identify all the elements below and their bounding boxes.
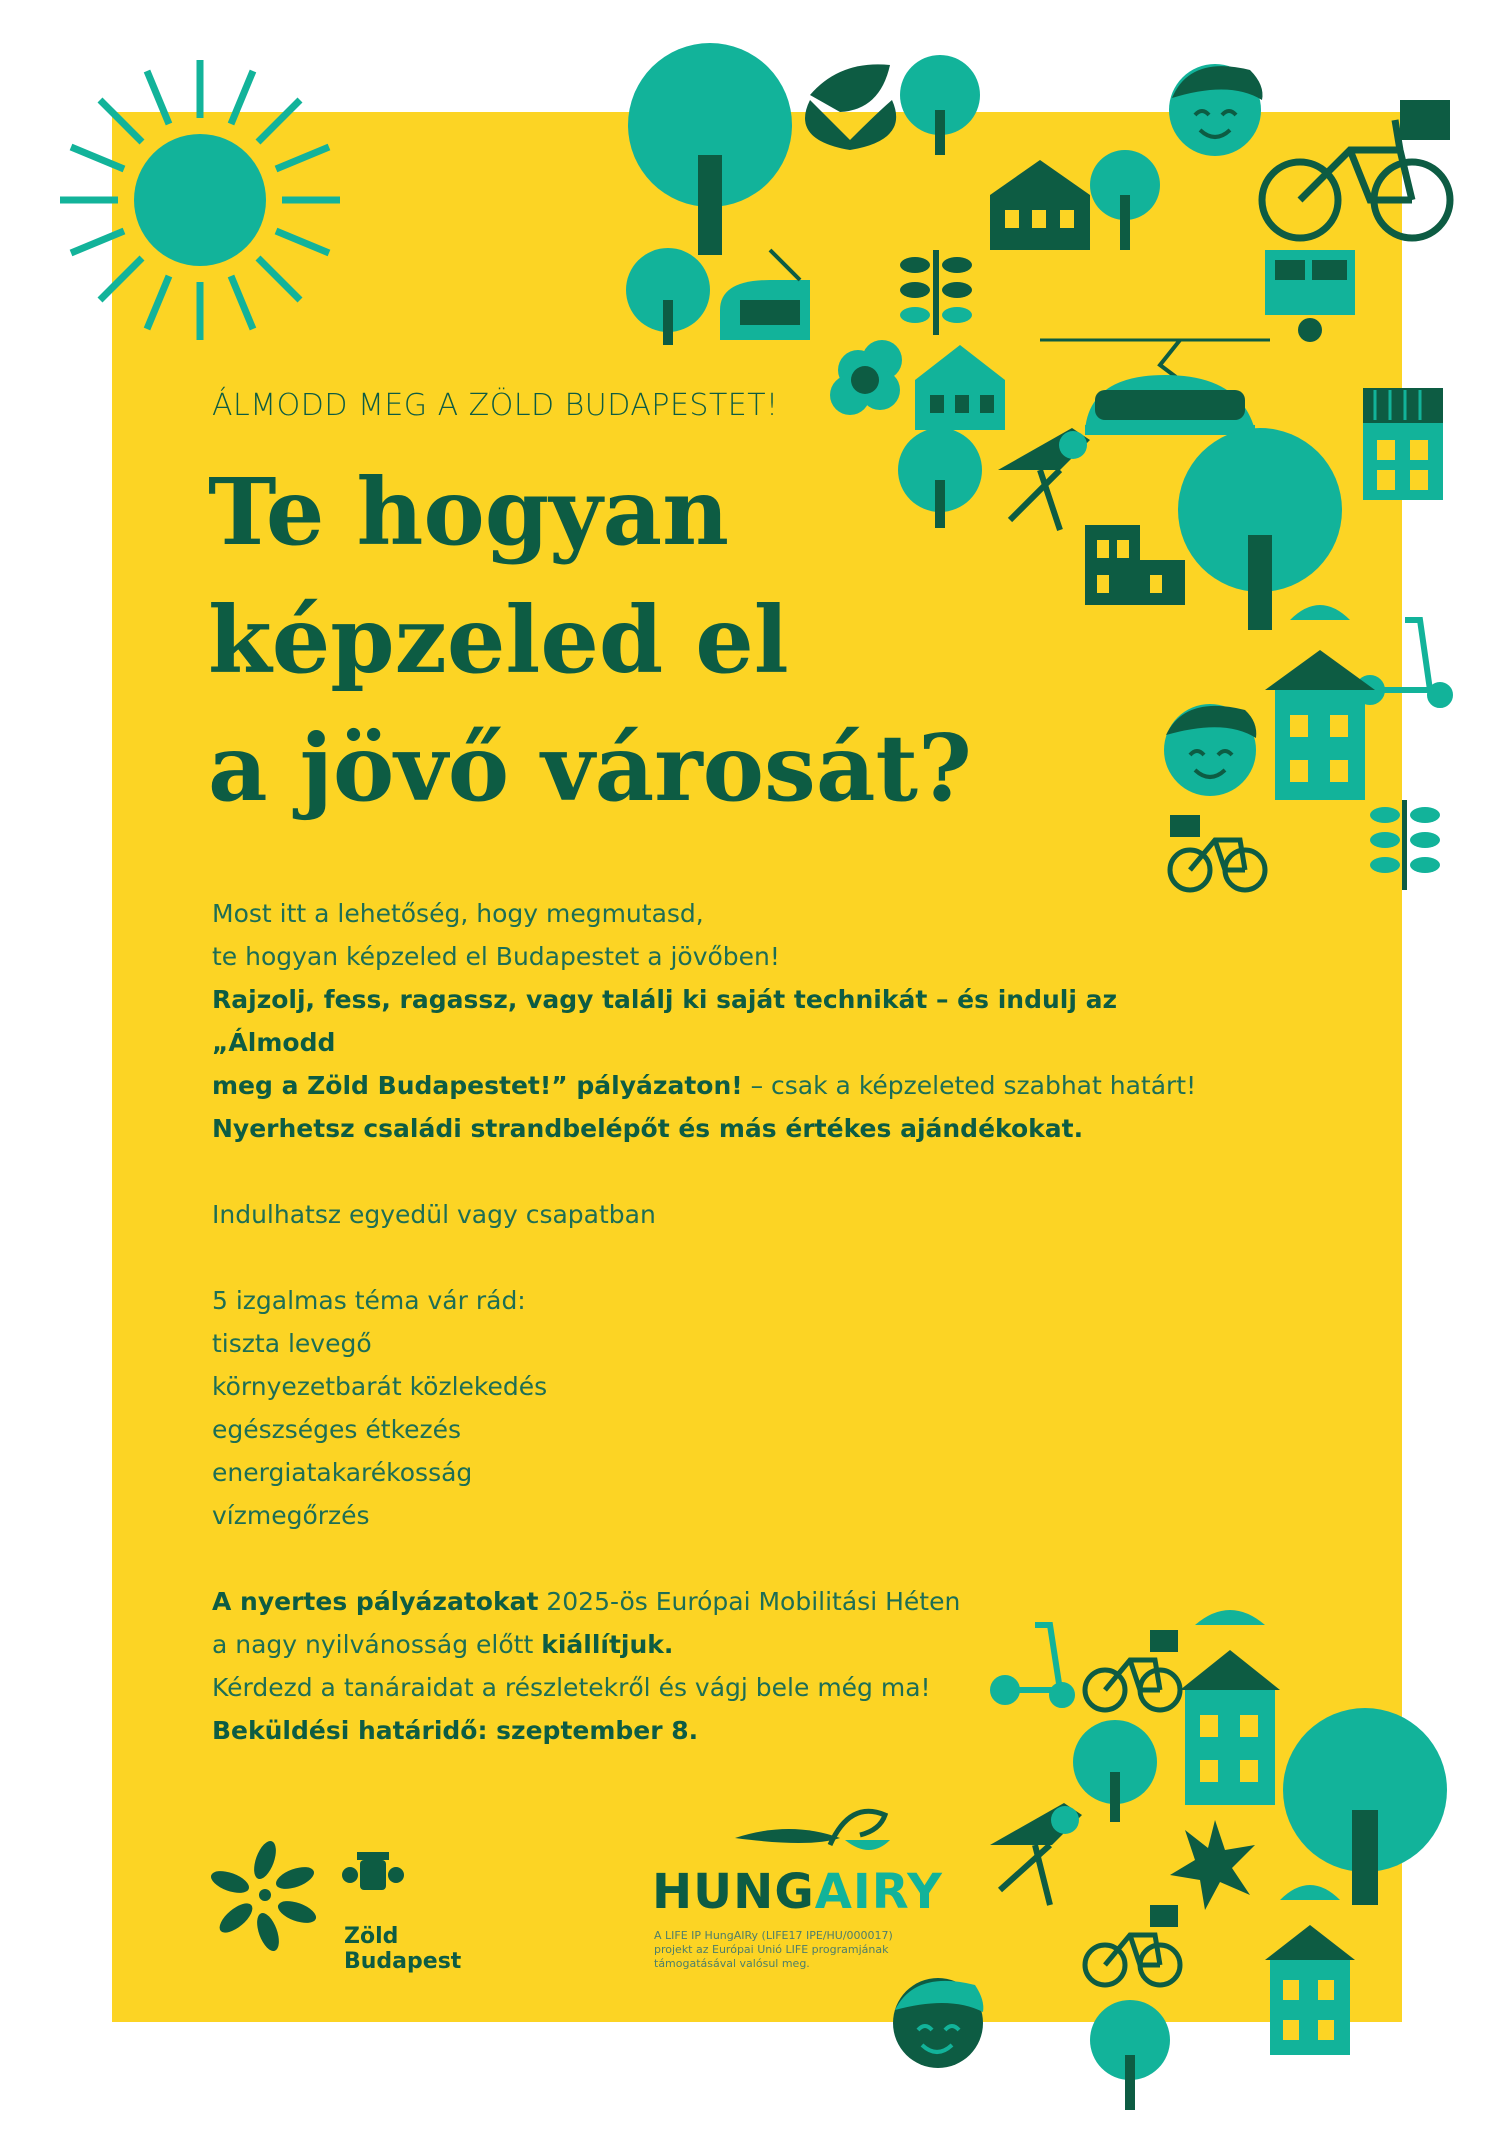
intro-line-4	[212, 1064, 1212, 1107]
page-title	[208, 448, 1108, 832]
closing-line-2	[212, 1623, 1212, 1666]
basket-icon	[1400, 100, 1450, 140]
closing-bold-2: kiállítjuk.	[541, 1630, 674, 1659]
topics-heading: 5 izgalmas téma vár rád:	[212, 1286, 526, 1315]
zold-budapest-logo	[344, 1924, 461, 1974]
intro-bold-3: Nyerhetsz családi strandbelépőt és más értékes ajándékokat.	[212, 1114, 1084, 1143]
team-line: Indulhatsz egyedül vagy csapatban	[212, 1200, 656, 1229]
body-text	[212, 892, 1212, 1752]
topic-item: környezetbarát közlekedés	[212, 1372, 548, 1401]
topic-item: egészséges étkezés	[212, 1415, 462, 1444]
hungairy-logo-part-1: HUNG	[652, 1864, 815, 1920]
intro-line-2: te hogyan képzeled el Budapestet a jövőben!	[212, 942, 780, 971]
zold-logo-line-2: Budapest	[344, 1949, 462, 1974]
deadline: Beküldési határidő: szeptember 8.	[212, 1716, 699, 1745]
title-line-2: képzeled el	[208, 586, 789, 694]
closing-rest-1: 2025-ös Európai Mobilitási Héten	[538, 1587, 961, 1616]
hungairy-logo-part-2: AIRY	[814, 1864, 943, 1920]
topic-item: vízmegőrzés	[212, 1501, 370, 1530]
intro-bold-1: Rajzolj, fess, ragassz, vagy találj ki saját technikát – és indulj az „Álmodd	[212, 985, 1118, 1057]
topic-item: energiatakarékosság	[212, 1458, 473, 1487]
title-line-3: a jövő városát?	[208, 714, 972, 822]
closing-line-3: Kérdezd a tanáraidat a részletekről és vágj bele még ma!	[212, 1673, 931, 1702]
zold-logo-line-1: Zöld	[344, 1924, 399, 1949]
topic-item: tiszta levegő	[212, 1329, 372, 1358]
hungairy-fine-print: A LIFE IP HungAIRy (LIFE17 IPE/HU/000017) projekt az Európai Unió LIFE programjának támogatásával valósul meg.	[654, 1929, 893, 1970]
intro-rest-2: – csak a képzeleted szabhat határt!	[742, 1071, 1197, 1100]
closing-bold-1: A nyertes pályázatokat	[212, 1587, 539, 1616]
closing-line-1	[212, 1580, 1212, 1623]
intro-bold-2: meg a Zöld Budapestet!” pályázaton!	[212, 1071, 743, 1100]
intro-line-1: Most itt a lehetőség, hogy megmutasd,	[212, 899, 704, 928]
kicker-text: ÁLMODD MEG A ZÖLD BUDAPESTET!	[212, 388, 779, 423]
title-line-1: Te hogyan	[208, 458, 730, 566]
closing-rest-2: a nagy nyilvánosság előtt	[212, 1630, 542, 1659]
hungairy-logo	[652, 1864, 943, 1920]
